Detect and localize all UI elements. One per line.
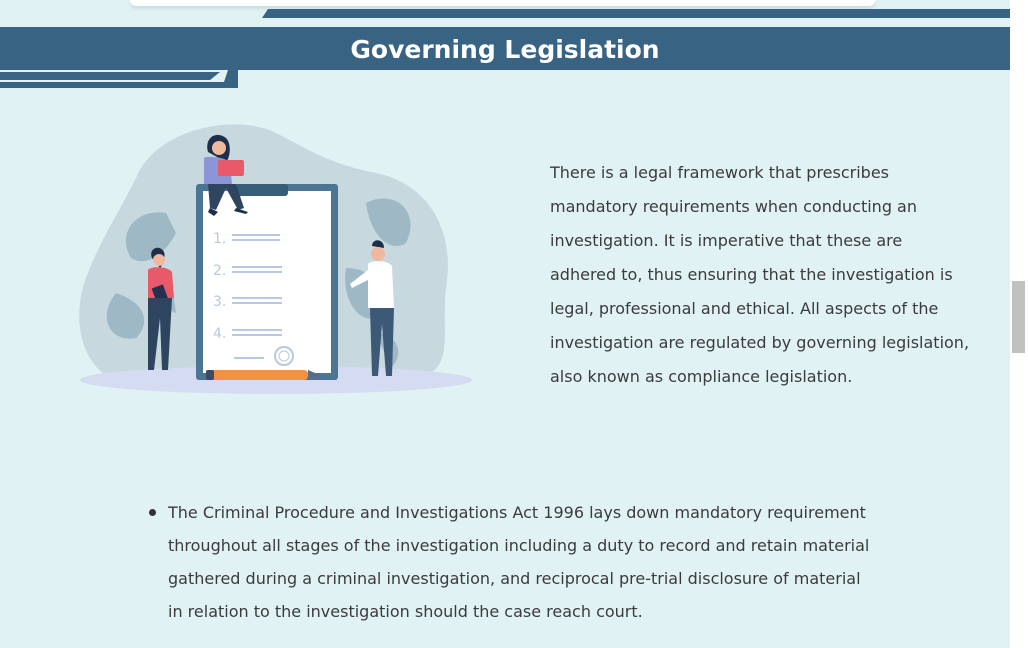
page-title: Governing Legislation	[350, 35, 660, 64]
clipboard-clip	[236, 184, 288, 196]
checklist-number: 3.	[213, 294, 227, 310]
list-item-text: The Criminal Procedure and Investigations Act 1996 lays down mandatory requirement throughout all stages of the investigation including a duty to record and retain material gathered during a criminal investigation, and reciprocal pre-trial disclosure of material in relation to the investigation should the case reach court.	[168, 503, 870, 621]
previous-card-edge	[130, 0, 875, 6]
checklist-number: 2.	[213, 263, 227, 279]
pencil	[206, 370, 320, 380]
intro-paragraph: There is a legal framework that prescribes mandatory requirements when conducting an investigation. It is imperative that these are adhered to, thus ensuring that the investigation is legal, professional and ethical. All aspects of the investigation are regulated by governing legislation, also known as compliance legislation.	[550, 163, 970, 386]
checklist-number: 1.	[213, 231, 227, 247]
scrollbar-thumb[interactable]	[1012, 281, 1025, 353]
list-item	[148, 496, 878, 628]
bullet-icon	[149, 509, 156, 516]
clipboard-paper	[203, 191, 331, 373]
checklist-number: 4.	[213, 326, 227, 342]
legislation-list	[148, 496, 878, 628]
checklist-illustration	[76, 118, 476, 400]
